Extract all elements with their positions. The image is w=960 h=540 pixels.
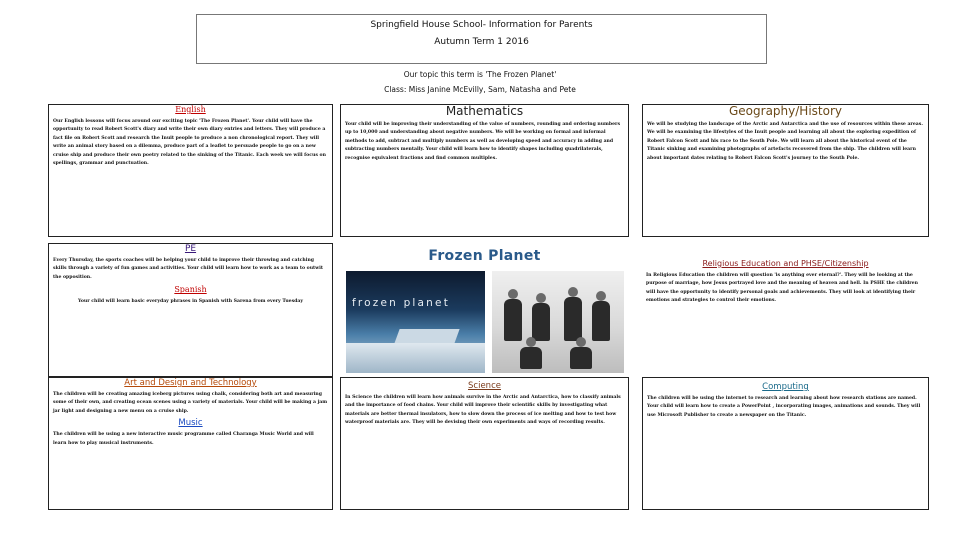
art-heading: Art and Design and Technology: [124, 378, 257, 388]
computing-heading: Computing: [762, 382, 809, 392]
re-body: In Religious Education the children will question 'is anything ever eternal?'. They will be looking at the purpose of marriage, how Jesus portrayed love and the meaning of heaven and hell. In PSHE the children will have the opportunity to identify personal goals and achievements. They will look at identifying their emotions and strategies to control their emotions.: [646, 273, 918, 304]
frozen-planet-image-text: frozen planet: [352, 297, 451, 309]
english-heading: English: [175, 105, 206, 114]
geography-body: We will be studying the landscape of the Arctic and Antarctica and the use of resources within these areas. We will be examining the lifestyles of the Inuit people and learning all about the exploring expedition of Robert Falcon Scott and his race to the South Pole. We will learn all about the historical event of the Titanic sinking and examining photographs of artefacts recovered from the ship. The children will learn about important dates relating to Robert Falcon Scott's journey to the South Pole.: [647, 122, 923, 161]
spanish-body: Your child will learn basic everyday phrases in Spanish with Sarena from every Tuesday: [77, 299, 304, 305]
spanish-heading: Spanish: [174, 285, 207, 295]
computing-body: The children will be using the internet to research and learning about how research stations are named. Your child will learn how to create a PowerPoint , incorporating images, animations and sounds. They will use Microsoft Publisher to create a newspaper on the Titanic.: [647, 396, 921, 418]
class-line: Class: Miss Janine McEvilly, Sam, Natasha and Pete: [384, 85, 576, 94]
geography-panel: [642, 104, 929, 237]
geography-heading: Geography/History: [729, 104, 842, 118]
topic-line: Our topic this term is 'The Frozen Planet': [403, 70, 557, 79]
maths-panel: [340, 104, 629, 237]
music-body: The children will be using a new interactive music programme called Charanga Music World and will learn how to play musical instruments.: [53, 432, 314, 446]
re-heading: Religious Education and PHSE/Citizenship: [702, 259, 869, 268]
pe-body: Every Thursday, the sports coaches will be helping your child to improve their throwing and catching skills through a variety of fun games and activities. Your child will learn how to work as a team to outwit the opposition.: [53, 258, 323, 280]
school-title: Springfield House School- Information for Parents: [370, 20, 593, 30]
science-panel: [340, 377, 629, 510]
pe-heading: PE: [184, 244, 197, 254]
term-title: Autumn Term 1 2016: [434, 37, 529, 47]
music-heading: Music: [178, 418, 203, 429]
frozen-planet-area: [340, 245, 629, 377]
frozen-planet-title: Frozen Planet: [428, 248, 541, 264]
maths-body: Your child will be improving their understanding of the value of numbers, rounding and ordering numbers up to 10,000 and understanding about negative numbers. We will be working on formal and informal methods to add, subtract and multiply numbers as well as developing speed and accuracy in adding and subtracting numbers mentally. Your child will learn how to identify shapes including quadrilaterals, recognise equivalent fractions and find common multiples.: [345, 122, 621, 161]
science-heading: Science: [468, 381, 501, 391]
re-panel: [642, 243, 929, 377]
header-box: [196, 14, 767, 64]
art-panel: [48, 377, 333, 510]
computing-panel: [642, 377, 929, 510]
art-body: The children will be creating amazing iceberg pictures using chalk, considering both art and measuring some of their own, and creating ocean scenes using a variety of materials. Your child will be making a jam jar light and designing a new menu on a cruise ship.: [53, 392, 328, 414]
expedition-photo: [492, 271, 624, 373]
english-body: Our English lessons will focus around our exciting topic 'The Frozen Planet'. Your child will have the opportunity to read Robert Scott's diary and write their own diary entries and letters. They will produce a fact file on Robert Scott and research the Inuit people to produce a non chronological report. They will write an animal story based on a dilemma, produce part of a leaflet to persuade people to go on a new cruise ship and produce their own poetry related to the sinking of the Titanic. Each week we will focus on spellings, grammar and punctuation.: [53, 119, 326, 167]
english-panel: [48, 104, 333, 237]
science-body: In Science the children will learn how animals survive in the Arctic and Antarctica, how to classify animals and the importance of food chains. Your child will improve their scientific skills by investigating what materials are better thermal insulators, how to slow down the process of ice melting and how to test how waterproof materials are. They will be devising their own experiments and ways of recording results.: [345, 395, 621, 426]
frozen-planet-image: [346, 271, 485, 373]
pe-panel: [48, 243, 333, 377]
maths-heading: Mathematics: [445, 104, 524, 118]
